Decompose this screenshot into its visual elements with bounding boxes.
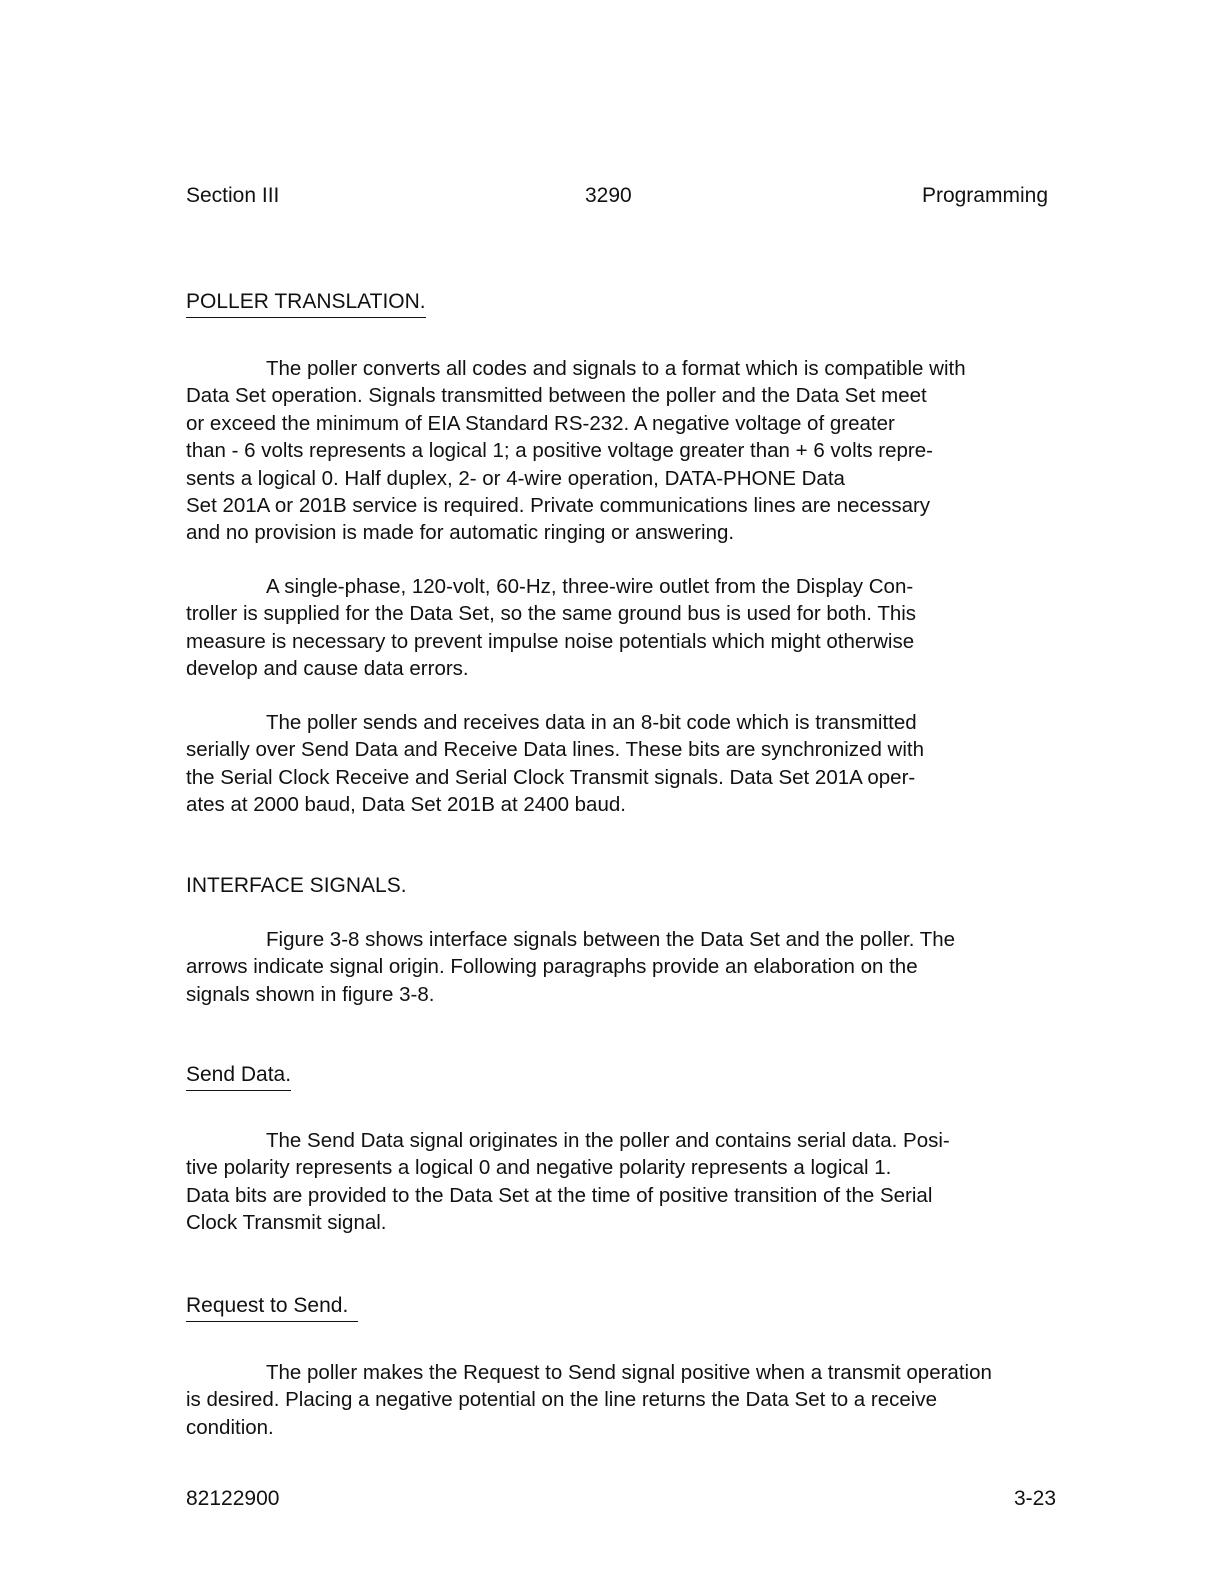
heading-interface-signals: INTERFACE SIGNALS. xyxy=(186,874,407,897)
paragraph-power-outlet: A single-phase, 120-volt, 60-Hz, three-wire outlet from the Display Con- troller is supplied for the Data Set, so the same ground bus is used for both. This measure is necessary to prevent impulse noise potentials which might otherwise develop and cause data errors. xyxy=(186,575,917,681)
section-label: Section III xyxy=(186,184,280,207)
heading-request-to-send: Request to Send. xyxy=(186,1293,358,1322)
paragraph-data-code: The poller sends and receives data in an 8-bit code which is transmitted serially over Send Data and Receive Data lines. These bits are synchronized with the Serial Clock Receive and Serial Clock Transmit signals. Data Set 201A oper- ates at 2000 baud, Data Set 201B at 2400 baud. xyxy=(186,711,924,817)
page-number: 3-23 xyxy=(1013,1487,1056,1510)
paragraph-request-to-send: The poller makes the Request to Send signal positive when a transmit operation is desired. Placing a negative potential on the line returns the Data Set to a receive condition. xyxy=(186,1361,992,1439)
paragraph-poller-conversion: The poller converts all codes and signals to a format which is compatible with Data Set operation. Signals transmitted between the poller and the Data Set meet or exceed the minimum of EIA Standard RS-232. A negative voltage of greater than - 6 volts represents a logical 1; a positive voltage greater than + 6 volts repre- sents a logical 0. Half duplex, 2- or 4-wire operation, DATA-PHONE Data Set 201A or 201B service is required. Private communications lines are necessary and no provision is made for automatic ringing or answering. xyxy=(186,357,966,545)
model-number: 3290 xyxy=(585,184,632,207)
paragraph-figure-reference: Figure 3-8 shows interface signals between the Data Set and the poller. The arrows indicate signal origin. Following paragraphs provide an elaboration on the signals shown in figure 3-8. xyxy=(186,928,956,1006)
heading-send-data: Send Data. xyxy=(186,1062,291,1091)
page-footer xyxy=(186,1485,1056,1513)
page-header xyxy=(186,182,1048,210)
paragraph-send-data: The Send Data signal originates in the poller and contains serial data. Posi- tive polarity represents a logical 0 and negative polarity represents a logical 1. Data bits are provided to the Data Set at the time of positive transition of the Serial Clock Transmit signal. xyxy=(186,1129,950,1235)
document-number: 82122900 xyxy=(186,1487,280,1510)
heading-poller-translation: POLLER TRANSLATION. xyxy=(186,289,426,318)
chapter-label: Programming xyxy=(921,184,1048,207)
